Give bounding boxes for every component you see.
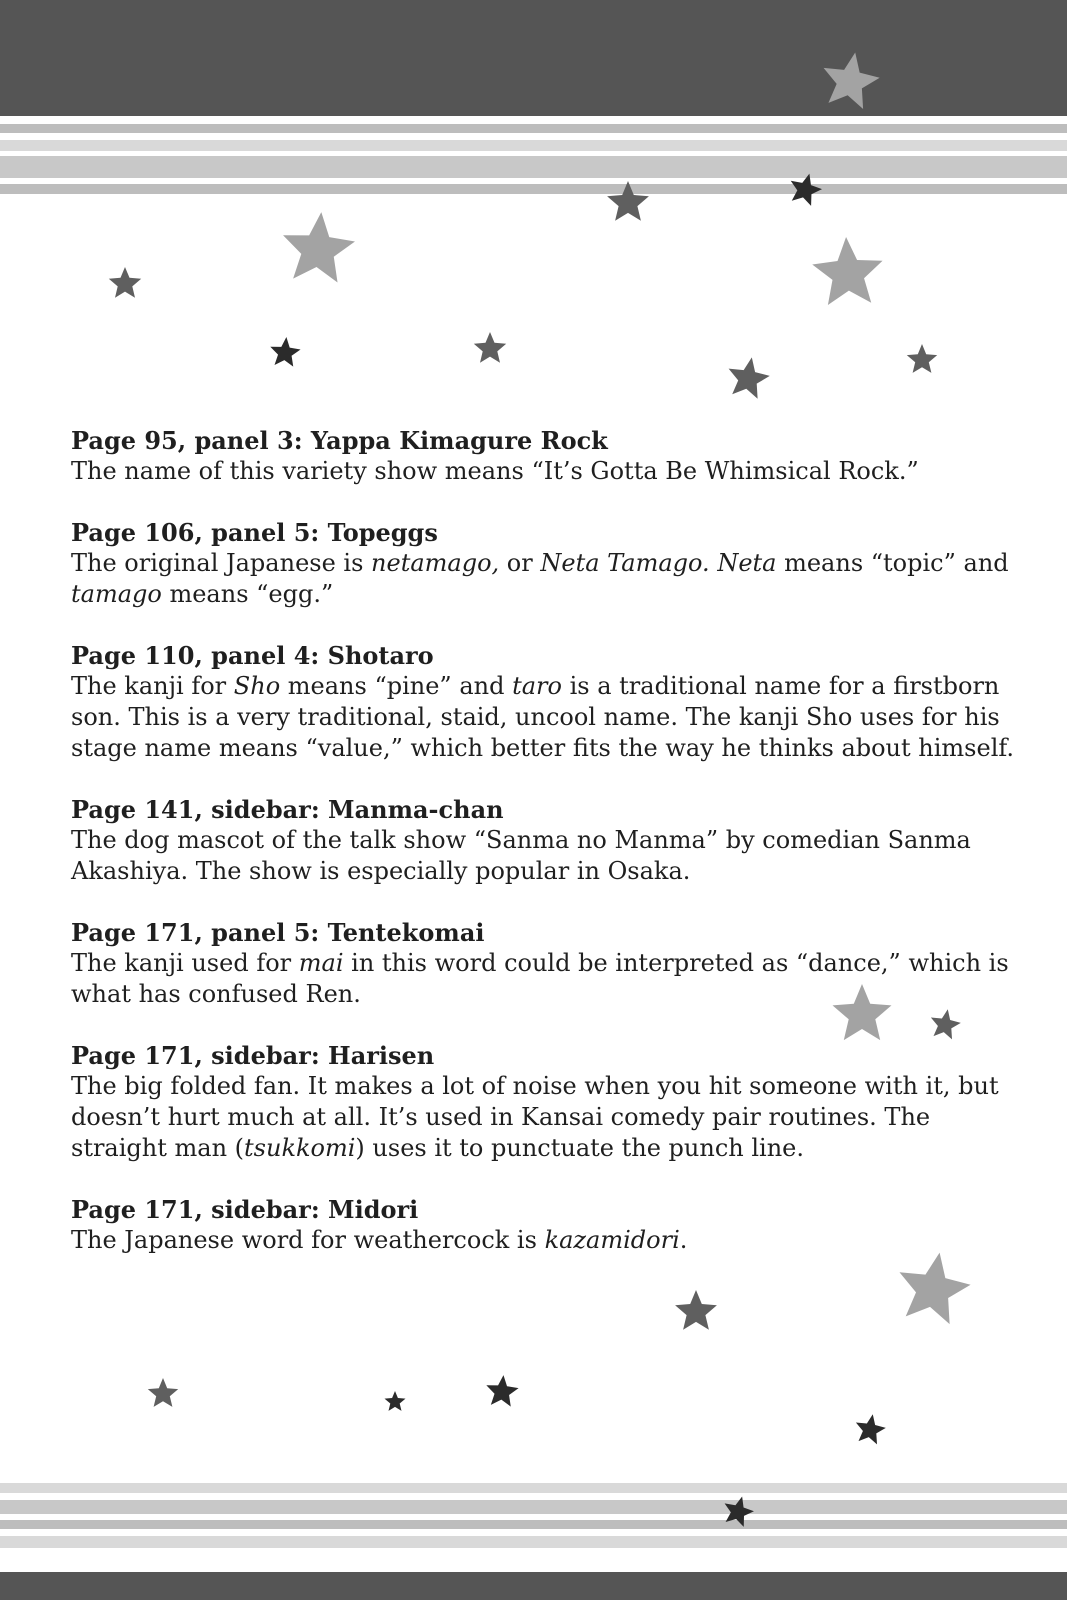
note-text-segment: . bbox=[679, 1226, 688, 1254]
stripe bbox=[0, 140, 1067, 151]
stripe bbox=[0, 184, 1067, 194]
note-text-segment: The kanji for bbox=[71, 672, 234, 700]
note-item bbox=[71, 425, 1021, 487]
note-body bbox=[71, 1225, 1021, 1256]
note-text-segment: tsukkomi bbox=[244, 1134, 356, 1162]
note-text-segment: The kanji used for bbox=[71, 949, 299, 977]
top-header-band bbox=[0, 0, 1067, 116]
star-icon bbox=[484, 1374, 521, 1411]
note-text-segment: mai bbox=[298, 949, 344, 977]
star-shape bbox=[853, 1412, 888, 1446]
note-text-segment: The big folded fan. It makes a lot of noise when you hit someone with it, but doesn’t hurt much at all. It’s used in Kansai comedy pair routines. The straight man ( bbox=[71, 1072, 999, 1162]
star-shape bbox=[279, 209, 357, 284]
note-item bbox=[71, 1194, 1021, 1256]
note-text-segment: means “topic” and bbox=[776, 549, 1009, 577]
star-icon bbox=[851, 1411, 888, 1448]
note-text-segment: or bbox=[499, 549, 541, 577]
note-text-segment: tamago bbox=[71, 580, 162, 608]
note-text-segment: taro bbox=[512, 672, 562, 700]
star-shape bbox=[385, 1391, 406, 1411]
star-shape bbox=[724, 354, 772, 400]
star-shape bbox=[607, 181, 649, 221]
star-icon bbox=[815, 47, 885, 117]
note-text-segment: The dog mascot of the talk show “Sanma no Manma” by comedian Sanma Akashiya. The show is especially popular in Osaka. bbox=[71, 826, 971, 885]
translation-notes bbox=[71, 425, 1021, 1286]
star-shape bbox=[907, 344, 937, 373]
note-title: Page 110, panel 4: Shotaro bbox=[71, 641, 434, 670]
note-text-segment: The name of this variety show means “It’s Gotta Be Whimsical Rock.” bbox=[71, 457, 919, 485]
note-title: Page 141, sidebar: Manma-chan bbox=[71, 795, 504, 824]
star-icon bbox=[906, 344, 938, 376]
note-text-segment: Neta Tamago. Neta bbox=[540, 549, 777, 577]
note-item bbox=[71, 640, 1021, 764]
note-item bbox=[71, 517, 1021, 610]
note-item bbox=[71, 794, 1021, 887]
note-body bbox=[71, 456, 1021, 487]
star-shape bbox=[109, 267, 141, 298]
note-text-segment: means “pine” and bbox=[280, 672, 513, 700]
bottom-footer-band bbox=[0, 1572, 1067, 1600]
star-icon bbox=[723, 354, 774, 405]
star-shape bbox=[675, 1290, 717, 1330]
note-text-segment: means “egg.” bbox=[161, 580, 334, 608]
stripe bbox=[0, 1483, 1067, 1493]
stripe bbox=[0, 1536, 1067, 1548]
star-shape bbox=[474, 332, 506, 363]
note-text-segment: kazamidori bbox=[544, 1226, 680, 1254]
note-item bbox=[71, 917, 1021, 1010]
star-icon bbox=[674, 1290, 718, 1334]
star-icon bbox=[384, 1391, 406, 1413]
note-text-segment: in this word could be interpreted as “dance,” which is what has confused Ren. bbox=[71, 949, 1009, 1008]
note-text-segment: Sho bbox=[233, 672, 281, 700]
star-icon bbox=[277, 209, 359, 291]
stripe bbox=[0, 124, 1067, 133]
note-text-segment: netamago, bbox=[371, 549, 500, 577]
star-icon bbox=[108, 267, 142, 301]
star-icon bbox=[147, 1378, 179, 1410]
note-body bbox=[71, 548, 1021, 610]
note-text-segment: is a traditional name for a firstborn son. This is a very traditional, staid, uncool name. The kanji Sho uses for his stage name means “value,” which better fits the way he thinks about himself. bbox=[71, 672, 1015, 762]
note-item bbox=[71, 1040, 1021, 1164]
star-icon bbox=[606, 181, 650, 225]
star-shape bbox=[720, 1493, 757, 1529]
note-title: Page 95, panel 3: Yappa Kimagure Rock bbox=[71, 426, 608, 455]
note-title: Page 106, panel 5: Topeggs bbox=[71, 518, 438, 547]
note-body bbox=[71, 825, 1021, 887]
note-text-segment: ) uses it to punctuate the punch line. bbox=[355, 1134, 804, 1162]
note-title: Page 171, sidebar: Midori bbox=[71, 1195, 419, 1224]
star-shape bbox=[485, 1374, 520, 1408]
stripe bbox=[0, 1500, 1067, 1514]
note-text-segment: The Japanese word for weathercock is bbox=[71, 1226, 545, 1254]
star-shape bbox=[818, 48, 884, 111]
star-shape bbox=[811, 235, 885, 305]
stripe bbox=[0, 156, 1067, 178]
note-title: Page 171, panel 5: Tentekomai bbox=[71, 918, 485, 947]
note-body bbox=[71, 948, 1021, 1010]
note-body bbox=[71, 671, 1021, 764]
star-shape bbox=[269, 336, 302, 367]
note-body bbox=[71, 1071, 1021, 1164]
stripe bbox=[0, 1520, 1067, 1529]
star-icon bbox=[809, 235, 887, 313]
star-icon bbox=[473, 332, 507, 366]
note-title: Page 171, sidebar: Harisen bbox=[71, 1041, 435, 1070]
star-shape bbox=[148, 1378, 178, 1407]
star-icon bbox=[268, 336, 303, 371]
star-icon bbox=[784, 169, 826, 211]
note-text-segment: The original Japanese is bbox=[71, 549, 372, 577]
